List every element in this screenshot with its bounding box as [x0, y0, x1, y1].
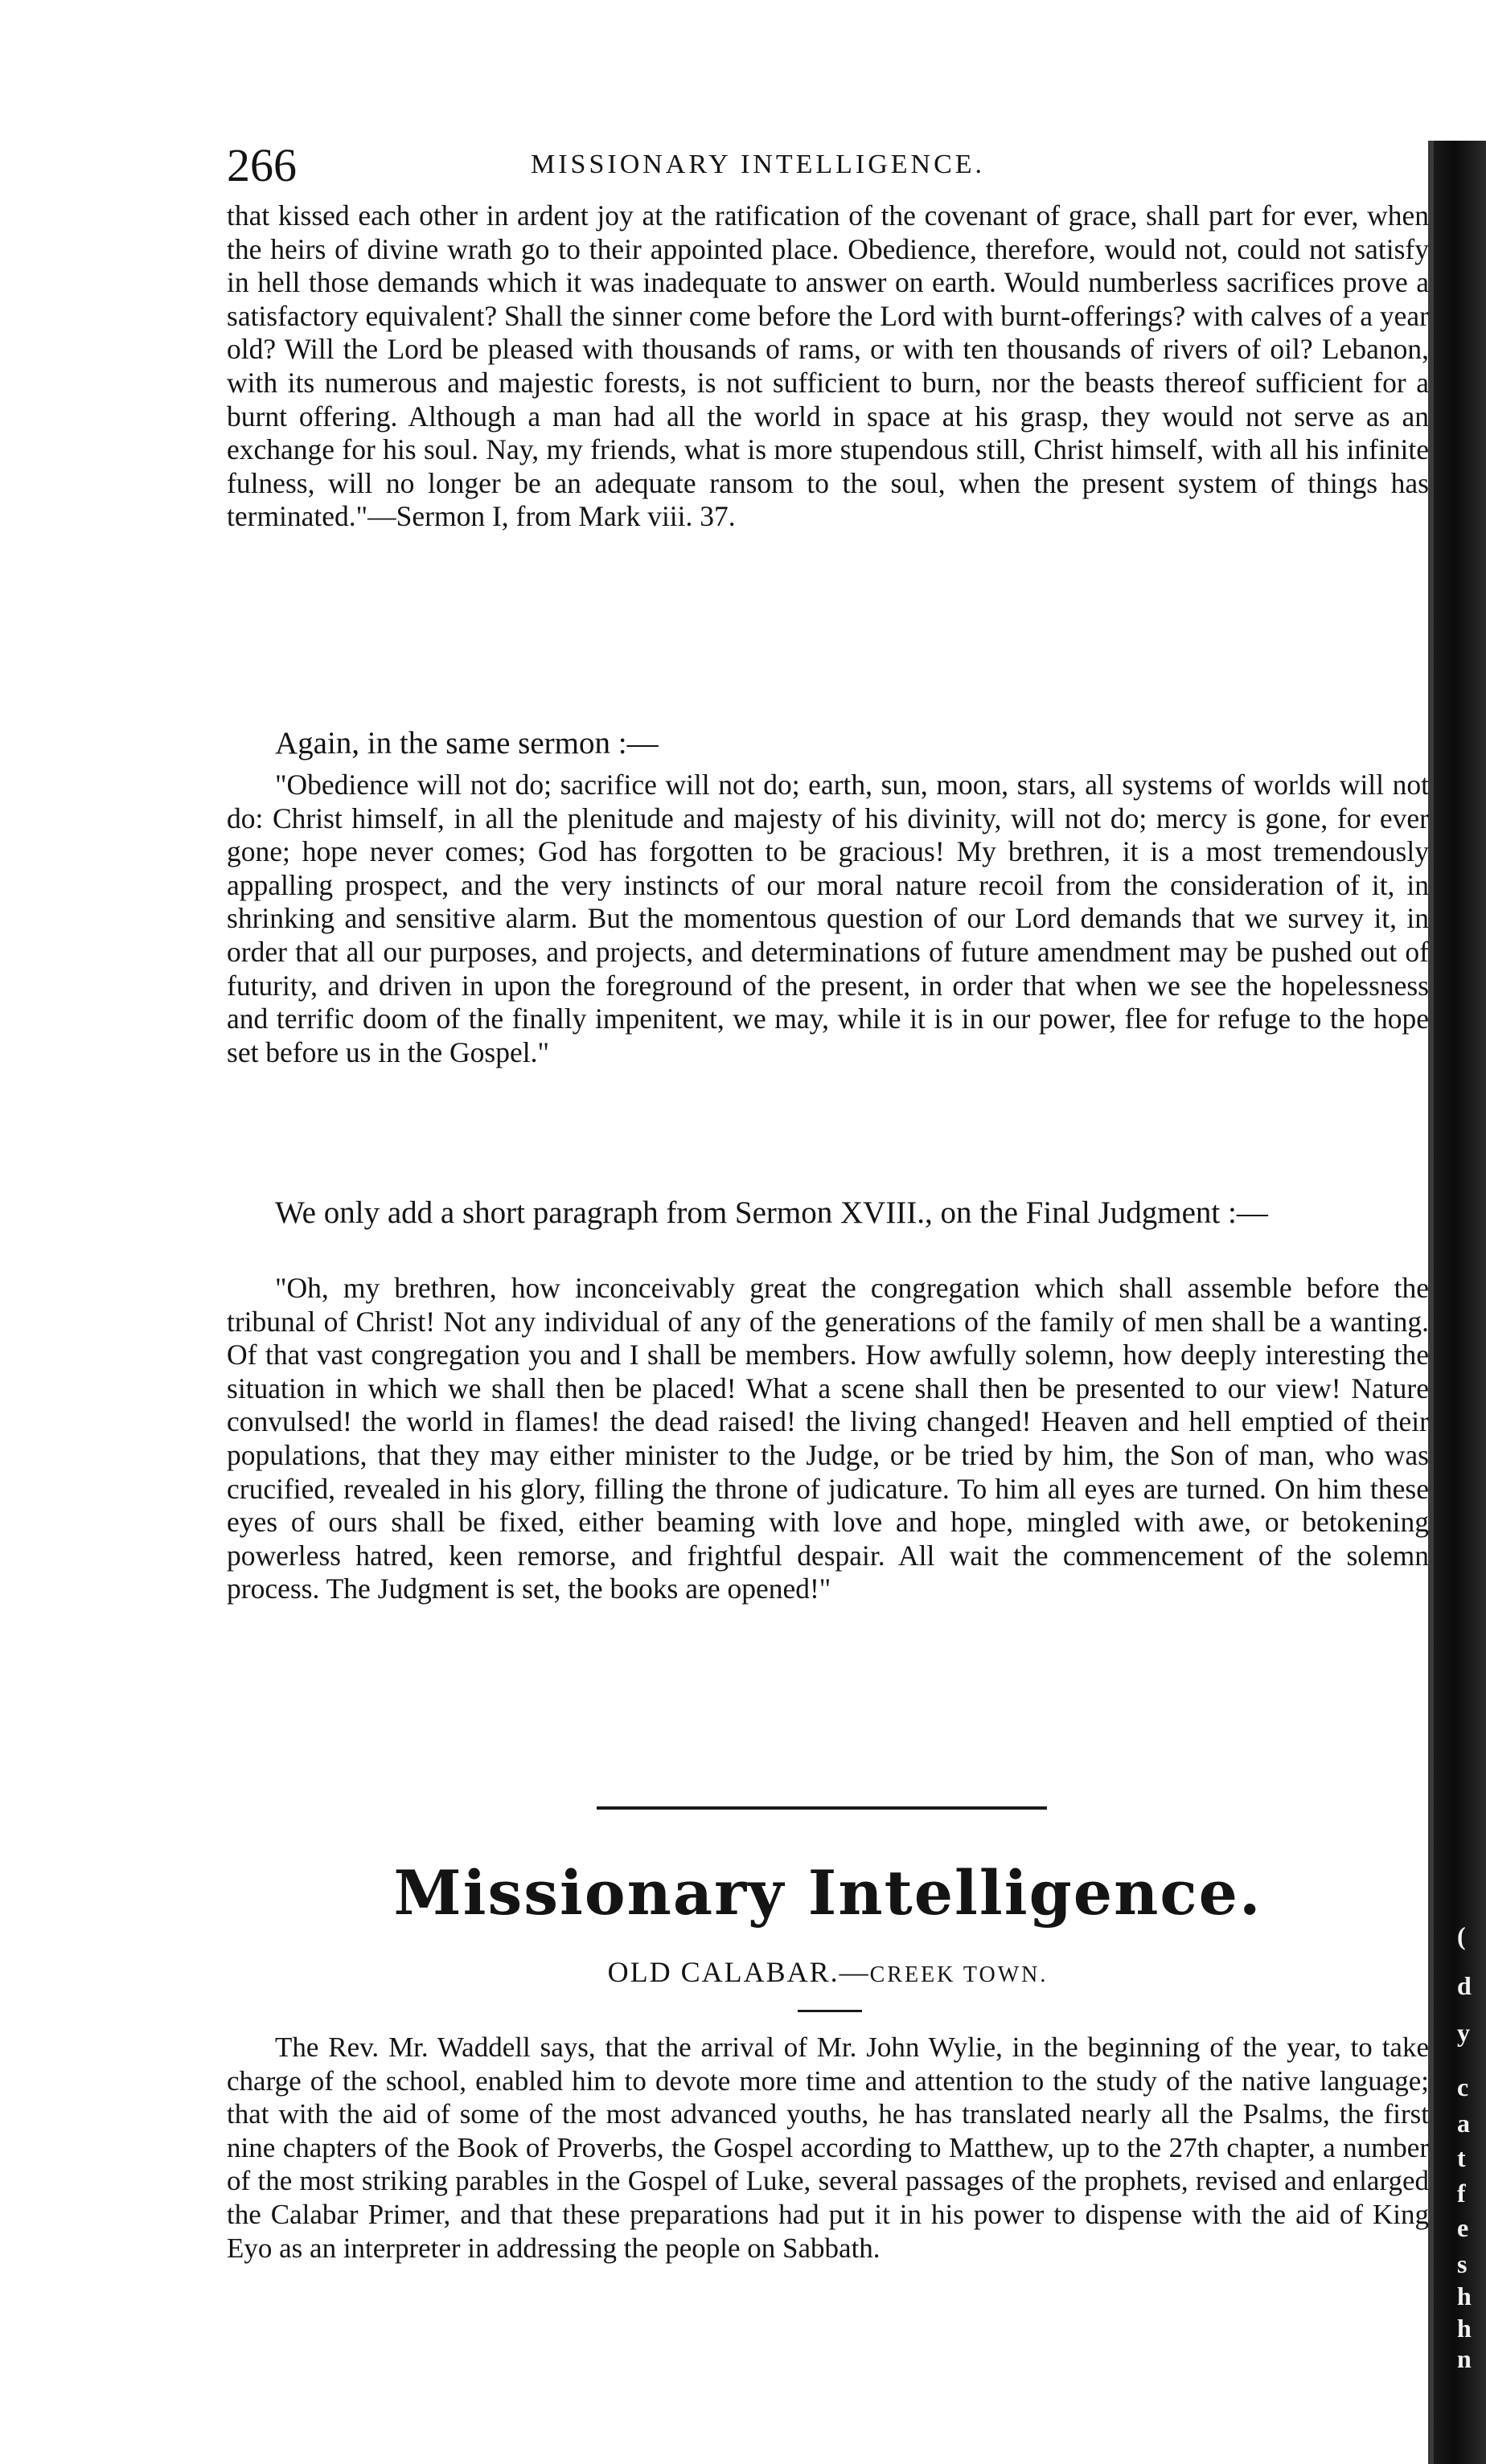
- section-title: Missionary Intelligence.: [393, 1857, 1262, 1929]
- margin-letter: s: [1457, 2249, 1468, 2278]
- subheading-town: CREEK TOWN.: [869, 1962, 1049, 1987]
- margin-letter: h: [1457, 2314, 1472, 2343]
- margin-letter: d: [1457, 1971, 1472, 2000]
- section-subheading: [227, 1955, 1429, 1989]
- paragraph: "Oh, my brethren, how inconceivably great the congregation which shall assemble before the tribunal of Christ! Not any individual of any of the generations of the family of men shall be a wanting. Of that vast congregation you and I shall be members. How awfully solemn, how deeply interesting the situation in which we shall then be placed! What a scene shall then be presented to our view! Nature convulsed! the world in flames! the dead raised! the living changed! Heaven and hell emptied of their populations, that they may either minister to the Judge, or be tried by him, the Son of man, who was crucified, revealed in his glory, filling the throne of judicature. To him all eyes are turned. On him these eyes of ours shall be fixed, either beaming with love and hope, mingled with awe, or betokening powerless hatred, keen remorse, and frightful despair. All wait the commencement of the solemn process. The Judgment is set, the books are opened!": [227, 1272, 1429, 1605]
- sermon-quote: [227, 769, 1429, 1069]
- margin-letter: c: [1457, 2072, 1469, 2101]
- paragraph: Again, in the same sermon :—: [275, 726, 659, 761]
- short-divider: [798, 2010, 862, 2012]
- sermon-quote: [227, 1272, 1429, 1606]
- running-head: MISSIONARY INTELLIGENCE.: [531, 150, 986, 179]
- margin-letter: e: [1457, 2213, 1469, 2242]
- margin-letter: y: [1457, 2018, 1470, 2047]
- transition-line: [227, 1195, 1429, 1231]
- margin-letter: a: [1457, 2109, 1470, 2138]
- sermon-quote-continued: [227, 199, 1429, 534]
- page-number: 266: [227, 139, 297, 191]
- margin-letter: n: [1457, 2344, 1472, 2373]
- paragraph: We only add a short paragraph from Sermon XVIII., on the Final Judgment :—: [275, 1195, 1268, 1230]
- margin-letter: f: [1457, 2179, 1466, 2208]
- paragraph: The Rev. Mr. Waddell says, that the arrival of Mr. John Wylie, in the beginning of the year, to take charge of the school, enabled him to devote more time and attention to the study of the native language; that with the aid of some of the most advanced youths, he has translated nearly all the Psalms, the first nine chapters of the Book of Proverbs, the Gospel according to Matthew, up to the 27th chapter, a number of the most striking parables in the Gospel of Luke, several passages of the prophets, revised and enlarged the Calabar Primer, and that these preparations had put it in his power to dispense with the aid of King Eyo as an interpreter in addressing the people on Sabbath.: [227, 2031, 1429, 2264]
- margin-letter: t: [1457, 2143, 1466, 2172]
- margin-letter: h: [1457, 2282, 1472, 2310]
- paragraph: that kissed each other in ardent joy at the ratification of the covenant of grace, shall part for ever, when the heirs of divine wrath go to their appointed place. Obedience, therefore, would not, could not satisfy in hell those demands which it was inadequate to answer on earth. Would numberless sacrifices prove a satisfactory equivalent? Shall the sinner come before the Lord with burnt-offerings? with calves of a year old? Will the Lord be pleased with thousands of rams, or with ten thousands of rivers of oil? Lebanon, with its numerous and majestic forests, is not sufficient to burn, nor the beasts thereof sufficient for a burnt offering. Although a man had all the world in space at his grasp, they would not serve as an exchange for his soul. Nay, my friends, what is more stupendous still, Christ himself, with all his infinite fulness, will no longer be an adequate ransom to the soul, when the present system of things has terminated."—Sermon I, from Mark viii. 37.: [227, 199, 1429, 533]
- transition-line: [227, 726, 1429, 761]
- subheading-place: OLD CALABAR.—: [607, 1956, 870, 1988]
- page-header: [227, 138, 1151, 203]
- mission-report: [227, 2031, 1429, 2265]
- section-divider: [597, 1806, 1047, 1810]
- paragraph: "Obedience will not do; sacrifice will not do; earth, sun, moon, stars, all systems of worlds will not do: Christ himself, in all the plenitude and majesty of his divinity, will not do; mercy is gone, for ever gone; hope never comes; God has forgotten to be gracious! My brethren, it is a most tremendously appalling prospect, and the very instincts of our moral nature recoil from the consideration of it, in shrinking and sensitive alarm. But the momentous question of our Lord demands that we survey it, in order that all our purposes, and projects, and determinations of future amendment may be pushed out of futurity, and driven in upon the foreground of the present, in order that when we see the hopelessness and terrific doom of the finally impenitent, we may, while it is in our power, flee for refuge to the hope set before us in the Gospel.": [227, 769, 1429, 1068]
- margin-letter: (: [1457, 1921, 1466, 1950]
